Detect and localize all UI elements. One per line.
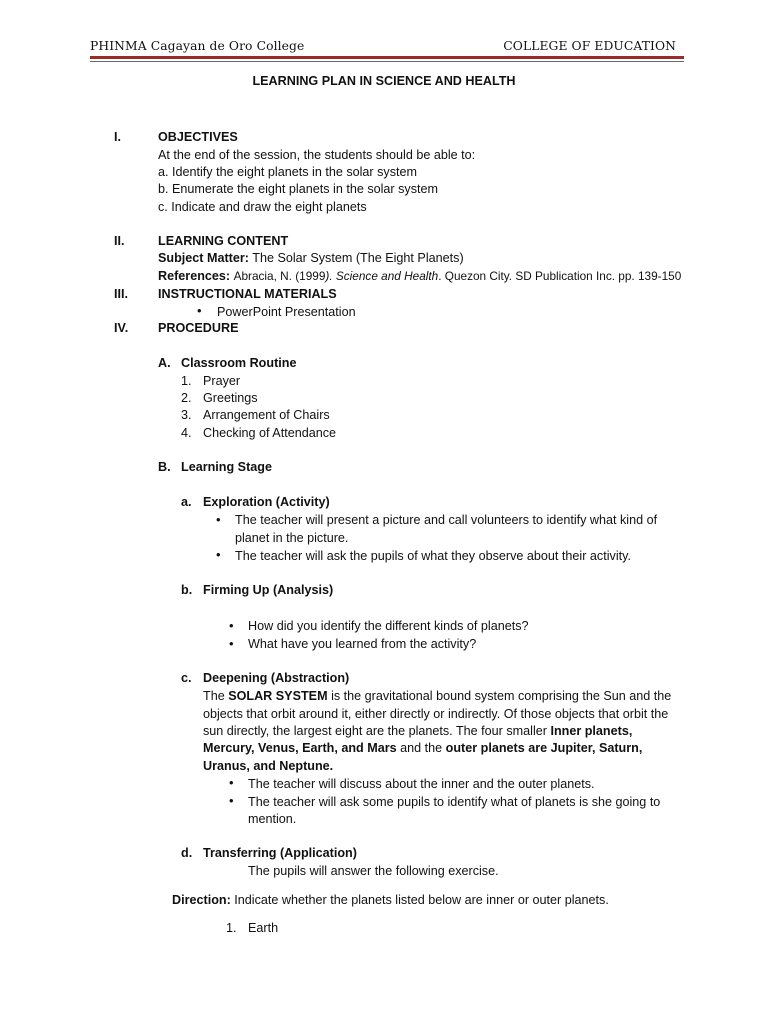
section-heading-objectives: OBJECTIVES <box>158 130 238 144</box>
bullet-icon: • <box>229 618 234 633</box>
deepening-paragraph-line <box>203 740 642 758</box>
deepening-paragraph-line: objects that orbit around it, either directly or indirectly. Of those objects that orbit the <box>203 707 669 721</box>
deepening-text: is the gravitational bound system comprising the Sun and the <box>327 689 672 703</box>
references-author: Abracia, N. (1999 <box>233 269 326 283</box>
header-rule-thick <box>90 56 684 59</box>
exploration-bullet-line: planet in the picture. <box>235 531 349 545</box>
section-number: IV. <box>114 321 129 335</box>
routine-item: Greetings <box>203 391 258 405</box>
subsection-heading-classroom-routine: Classroom Routine <box>181 356 297 370</box>
subject-matter-value: The Solar System (The Eight Planets) <box>252 251 464 265</box>
firming-question: What have you learned from the activity? <box>248 637 477 651</box>
routine-number: 4. <box>181 426 192 440</box>
department-name: COLLEGE OF EDUCATION <box>503 39 676 53</box>
routine-item: Prayer <box>203 374 241 388</box>
section-heading-learning-content: LEARNING CONTENT <box>158 234 289 248</box>
material-item: PowerPoint Presentation <box>217 305 356 319</box>
objective-item: a. Identify the eight planets in the solar system <box>158 165 418 179</box>
objectives-intro: At the end of the session, the students should be able to: <box>158 148 476 162</box>
deepening-paragraph-line <box>203 688 671 706</box>
section-heading-procedure: PROCEDURE <box>158 321 239 335</box>
direction <box>172 892 609 910</box>
deepening-bullet-line: The teacher will ask some pupils to identify what of planets is she going to <box>248 795 661 809</box>
stage-heading-firming-up: Firming Up (Analysis) <box>203 583 334 597</box>
bullet-icon: • <box>229 775 234 790</box>
document-title: LEARNING PLAN IN SCIENCE AND HEALTH <box>252 74 516 88</box>
direction-text: Indicate whether the planets listed below are inner or outer planets. <box>234 893 609 907</box>
header-rule-thin <box>90 61 684 62</box>
exercise-number: 1. <box>226 921 237 935</box>
deepening-bullet-line: mention. <box>248 812 297 826</box>
deepening-paragraph-line: Uranus, and Neptune. <box>203 759 334 773</box>
routine-item: Checking of Attendance <box>203 426 337 440</box>
stage-letter: c. <box>181 671 192 685</box>
routine-number: 3. <box>181 408 192 422</box>
firming-question: How did you identify the different kinds of planets? <box>248 619 529 633</box>
stage-heading-transferring: Transferring (Application) <box>203 846 357 860</box>
stage-letter: b. <box>181 583 193 597</box>
bullet-icon: • <box>216 512 221 527</box>
subsection-letter: B. <box>158 460 171 474</box>
deepening-bullet-line: The teacher will discuss about the inner and the outer planets. <box>248 777 595 791</box>
deepening-emphasis: outer planets are Jupiter, Saturn, <box>445 741 643 755</box>
section-number: I. <box>114 130 121 144</box>
exploration-bullet-line: The teacher will ask the pupils of what they observe about their activity. <box>235 549 631 563</box>
deepening-paragraph-line <box>203 723 632 741</box>
deepening-emphasis: Inner planets, <box>550 724 633 738</box>
deepening-emphasis: Mercury, Venus, Earth, and Mars <box>203 741 397 755</box>
stage-heading-deepening: Deepening (Abstraction) <box>203 671 350 685</box>
references-label: References: <box>158 269 231 283</box>
deepening-text: The <box>203 689 229 703</box>
transferring-text: The pupils will answer the following exercise. <box>248 864 499 878</box>
section-number: III. <box>114 287 128 301</box>
direction-label: Direction: <box>172 893 231 907</box>
objective-item: c. Indicate and draw the eight planets <box>158 200 367 214</box>
bullet-icon: • <box>229 636 234 651</box>
exercise-item: Earth <box>248 921 279 935</box>
stage-letter: a. <box>181 495 192 509</box>
routine-number: 2. <box>181 391 192 405</box>
section-heading-instructional-materials: INSTRUCTIONAL MATERIALS <box>158 287 337 301</box>
section-number: II. <box>114 234 125 248</box>
references-publisher: . Quezon City. SD Publication Inc. pp. 139-150 <box>438 269 682 283</box>
bullet-icon: • <box>229 793 234 808</box>
subsection-letter: A. <box>158 356 171 370</box>
deepening-emphasis: SOLAR SYSTEM <box>228 689 328 703</box>
exploration-bullet-line: The teacher will present a picture and call volunteers to identify what kind of <box>235 513 658 527</box>
objective-item: b. Enumerate the eight planets in the solar system <box>158 182 439 196</box>
bullet-icon: • <box>216 547 221 562</box>
deepening-text: and the <box>396 741 446 755</box>
stage-letter: d. <box>181 846 193 860</box>
routine-item: Arrangement of Chairs <box>203 408 330 422</box>
subject-matter-label: Subject Matter: <box>158 251 249 265</box>
deepening-text: sun directly, the largest eight are the planets. The four smaller <box>203 724 551 738</box>
routine-number: 1. <box>181 374 192 388</box>
references <box>158 268 681 286</box>
stage-heading-exploration: Exploration (Activity) <box>203 495 330 509</box>
bullet-icon: • <box>197 303 202 318</box>
references-book-title: ). Science and Health <box>325 269 439 283</box>
subsection-heading-learning-stage: Learning Stage <box>181 460 272 474</box>
college-name: PHINMA Cagayan de Oro College <box>90 39 305 53</box>
subject-matter <box>158 250 464 268</box>
